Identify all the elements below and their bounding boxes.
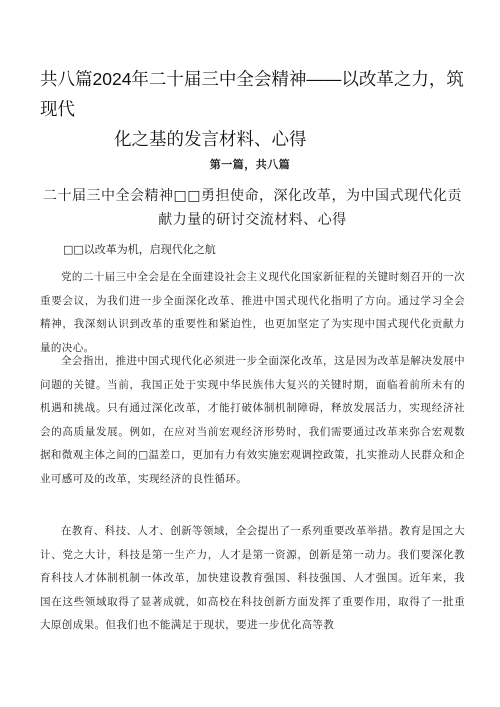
section-heading: 第一篇，共八篇	[209, 158, 291, 171]
article-subtitle: 二十届三中全会精神□□勇担使命，深化改革，为中国式现代化贡献力量的研讨交流材料、心得	[43, 188, 462, 228]
body-paragraph-1: 党的二十届三中全会是在全面建设社会主义现代化国家新征程的关键时刻召开的一次重要会议，为我们进一步全面深化改革、推进中国式现代化指明了方向。通过学习全会精神，我深刻认识到改革的重要性和紧迫性，也更加坚定了为实现中国式现代化贡献力量的决心。	[40, 271, 465, 354]
document-title-line-1: 共八篇2024年二十届三中全会精神——以改革之力，筑现代	[40, 69, 464, 119]
body-paragraph-2: 全会指出，推进中国式现代化必须进一步全面深化改革，这是因为改革是解决发展中问题的关键。当前，我国正处于实现中华民族伟大复兴的关键时期，面临着前所未有的机遇和挑战。只有通过深化改革，才能打破体制机制障碍，释放发展活力，实现经济社会的高质量发展。例如，在应对当前宏观经济形势时，我们需要通过改革来弥合宏观数据和微观主体之间的□温差口，更加有力有效实施宏观调控政策，扎实推动人民群众和企业可感可及的改革，实现经济的良性循环。	[40, 355, 465, 485]
document-title-line-2: 化之基的发言材料、心得	[114, 129, 307, 149]
body-paragraph-3: 在教育、科技、人才、创新等领域，全会提出了一系列重要改革举措。教育是国之大计、党之大计，科技是第一生产力，人才是第一资源，创新是第一动力。我们要深化教育科技人才体制机制一体改革，加快建设教育强国、科技强国、人才强国。近年来，我国在这些领域取得了显著成就，如高校在科技创新方面发挥了重要作用，取得了一批重大原创成果。但我们也不能满足于现状，要进一步优化高等教	[40, 525, 465, 631]
lead-heading: □□以改革为机，启现代化之航	[63, 243, 216, 256]
document-title	[40, 64, 465, 154]
